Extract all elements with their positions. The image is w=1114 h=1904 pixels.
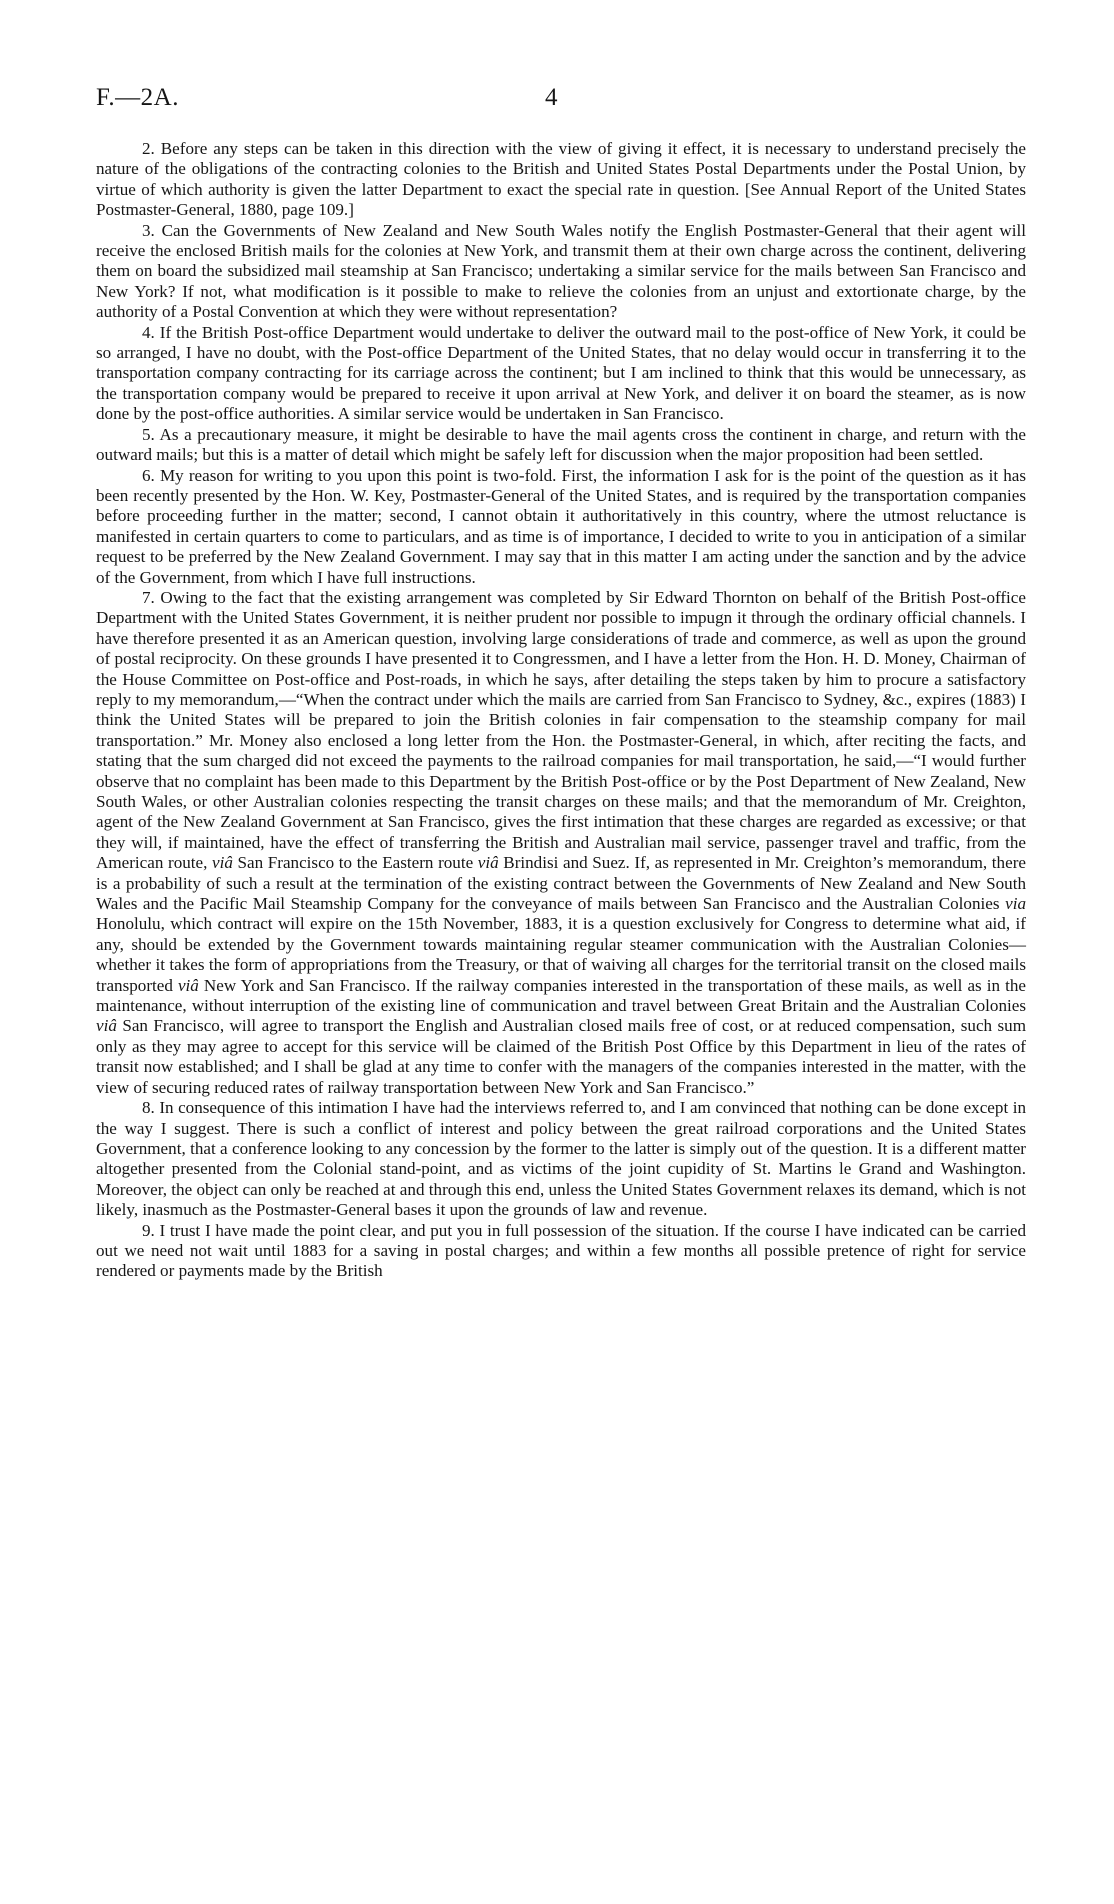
paragraph-9: 9. I trust I have made the point clear, and put you in full possession of the situation. If the course I have indicated can be carried out we need not wait until 1883 for a saving in postal charges; and within a few months all possible pretence of right for service rendered or payments made by the British	[96, 1220, 1026, 1281]
paragraph-2: 2. Before any steps can be taken in this direction with the view of giving it effect, it is necessary to understand precisely the nature of the obligations of the contracting colonies to the British and United States Postal Departments under the Postal Union, by virtue of which authority is given the latter Department to exact the special rate in question. [See Annual Report of the United States Postmaster-General, 1880, page 109.]	[96, 139, 1026, 220]
document-reference: F.—2A.	[96, 84, 179, 111]
italic-term: via	[1005, 894, 1026, 914]
italic-term: viâ	[96, 1016, 117, 1036]
paragraph-3: 3. Can the Governments of New Zealand and New South Wales notify the English Postmaster-General that their agent will receive the enclosed British mails for the colonies at New York, and transmit them at their own charge across the continent, delivering them on board the subsidized mail steamship at San Francisco; undertaking a similar service for the mails between San Francisco and New York? If not, what modification is it possible to make to relieve the colonies from an unjust and extortionate charge, by the authority of a Postal Convention at which they were without representation?	[96, 220, 1026, 322]
paragraph-7: 7. Owing to the fact that the existing arrangement was completed by Sir Edward Thornton on behalf of the British Post-office Department with the United States Government, it is neither prudent nor possible to impugn it through the ordinary official channels. I have therefore presented it as an American question, involving large considerations of trade and commerce, as well as upon the ground of postal reciprocity. On these grounds I have presented it to Congressmen, and I have a letter from the Hon. H. D. Money, Chairman of the House Committee on Post-office and Post-roads, in which he says, after detailing the steps taken by him to procure a satisfactory reply to my memorandum,—“When the contract under which the mails are carried from San Francisco to Sydney, &c., expires (1883) I think the United States will be prepared to join the British colonies in fair compensation to the steamship company for mail transportation.” Mr. Money also enclosed a long letter from the Hon. the Postmaster-General, in which, after reciting the facts, and stating that the sum charged did not exceed the payments to the railroad companies for mail transportation, he said,—“I would further observe that no complaint has been made to this Department by the British Post-office or by the Post Department of New Zealand, New South Wales, or other Australian colonies respecting the transit charges on these mails; and that the memorandum of Mr. Creighton, agent of the New Zealand Government at San Francisco, gives the first intimation that these charges are regarded as excessive; or that they will, if maintained, have the effect of transferring the British and Australian mail service, passenger travel and traffic, from the American route, viâ San Francisco to the Eastern route viâ Brindisi and Suez. If, as represented in Mr. Creighton’s memorandum, there is a probability of such a result at the termination of the existing contract between the Governments of New Zealand and New South Wales and the Pacific Mail Steamship Company for the conveyance of mails between San Francisco and the Australian Colonies via Honolulu, which contract will expire on the 15th November, 1883, it is a question exclusively for Congress to determine what aid, if any, should be extended by the Government towards maintaining regular steamer communication with the Australian Colonies—whether it takes the form of appropriations from the Treasury, or that of waiving all charges for the territorial transit on the closed mails transported viâ New York and San Francisco. If the railway companies interested in the transportation of these mails, as well as in the maintenance, without interruption of the existing line of communication and travel between Great Britain and the Australian Colonies viâ San Francisco, will agree to transport the English and Australian closed mails free of cost, or at reduced compensation, such sum only as they may agree to accept for this service will be claimed of the British Post Office by this Department in lieu of the rates of transit now established; and I shall be glad at any time to confer with the managers of the companies interested in the matter, with the view of securing reduced rates of railway transportation between New York and San Francisco.”	[96, 587, 1026, 1097]
paragraph-4: 4. If the British Post-office Department would undertake to deliver the outward mail to the post-office of New York, it could be so arranged, I have no doubt, with the Post-office Department of the United States, that no delay would occur in transferring it to the transportation company contracting for its carriage across the continent; but I am inclined to think that this would be unnecessary, as the transportation company would be prepared to receive it upon arrival at New York, and deliver it on board the steamer, as is now done by the post-office authorities. A similar service would be undertaken in San Francisco.	[96, 322, 1026, 424]
page-number: 4	[545, 84, 558, 111]
paragraph-8: 8. In consequence of this intimation I have had the interviews referred to, and I am convinced that nothing can be done except in the way I suggest. There is such a conflict of interest and policy between the great railroad corporations and the United States Government, that a conference looking to any concession by the former to the latter is simply out of the question. It is a different matter altogether presented from the Colonial stand-point, and as victims of the joint cupidity of St. Martins le Grand and Washington. Moreover, the object can only be reached at and through this end, unless the United States Government relaxes its demand, which is not likely, inasmuch as the Postmaster-General bases it upon the grounds of law and revenue.	[96, 1098, 1026, 1220]
body-text	[96, 139, 1026, 1282]
italic-term: viâ	[212, 853, 233, 873]
italic-term: viâ	[477, 853, 499, 873]
paragraph-5: 5. As a precautionary measure, it might be desirable to have the mail agents cross the continent in charge, and return with the outward mails; but this is a matter of detail which might be safely left for discussion when the major proposition had been settled.	[96, 424, 1026, 465]
paragraph-6: 6. My reason for writing to you upon this point is two-fold. First, the information I ask for is the point of the question as it has been recently presented by the Hon. W. Key, Postmaster-General of the United States, and is required by the transportation companies before proceeding further in the matter; second, I cannot obtain it authoritatively in this country, where the utmost reluctance is manifested in certain quarters to come to particulars, and as time is of importance, I decided to write to you in anticipation of a similar request to be preferred by the New Zealand Government. I may say that in this matter I am acting under the sanction and by the advice of the Government, from which I have full instructions.	[96, 465, 1026, 587]
italic-term: viâ	[177, 975, 199, 995]
